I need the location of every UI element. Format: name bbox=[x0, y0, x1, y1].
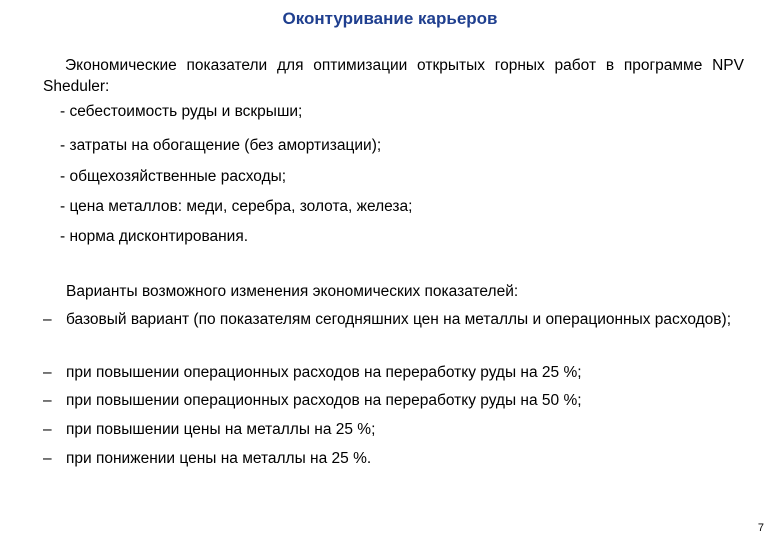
variant-text: базовый вариант (по показателям сегодняшних цен на металлы и операционных расходов); bbox=[66, 311, 732, 328]
dash-bullet: – bbox=[43, 421, 52, 438]
indicator-item: - цена металлов: меди, серебра, золота, железа; bbox=[60, 198, 413, 215]
dash-bullet: – bbox=[43, 364, 52, 381]
indicator-item: - затраты на обогащение (без амортизации); bbox=[60, 137, 382, 154]
variant-item bbox=[43, 448, 748, 469]
variant-text: при понижении цены на металлы на 25 %. bbox=[66, 450, 372, 467]
slide-title: Оконтуривание карьеров bbox=[282, 9, 498, 28]
dash-bullet: – bbox=[43, 311, 52, 328]
variant-text: при повышении операционных расходов на переработку руды на 50 %; bbox=[66, 392, 582, 409]
indicator-item: - себестоимость руды и вскрыши; bbox=[60, 103, 303, 120]
dash-bullet: – bbox=[43, 392, 52, 409]
dash-bullet: – bbox=[43, 450, 52, 467]
variants-intro: Варианты возможного изменения экономических показателей: bbox=[66, 283, 519, 300]
variant-text: при повышении цены на металлы на 25 %; bbox=[66, 421, 376, 438]
intro-paragraph: Экономические показатели для оптимизации открытых горных работ в программе NPV Sheduler: bbox=[43, 57, 744, 95]
variant-item bbox=[43, 419, 748, 440]
page-number: 7 bbox=[757, 522, 764, 534]
indicator-item: - норма дисконтирования. bbox=[60, 228, 249, 245]
variant-item bbox=[43, 390, 748, 411]
indicator-item: - общехозяйственные расходы; bbox=[60, 168, 287, 185]
variant-item bbox=[43, 309, 748, 330]
variant-text: при повышении операционных расходов на переработку руды на 25 %; bbox=[66, 364, 582, 381]
variant-item bbox=[43, 362, 748, 383]
